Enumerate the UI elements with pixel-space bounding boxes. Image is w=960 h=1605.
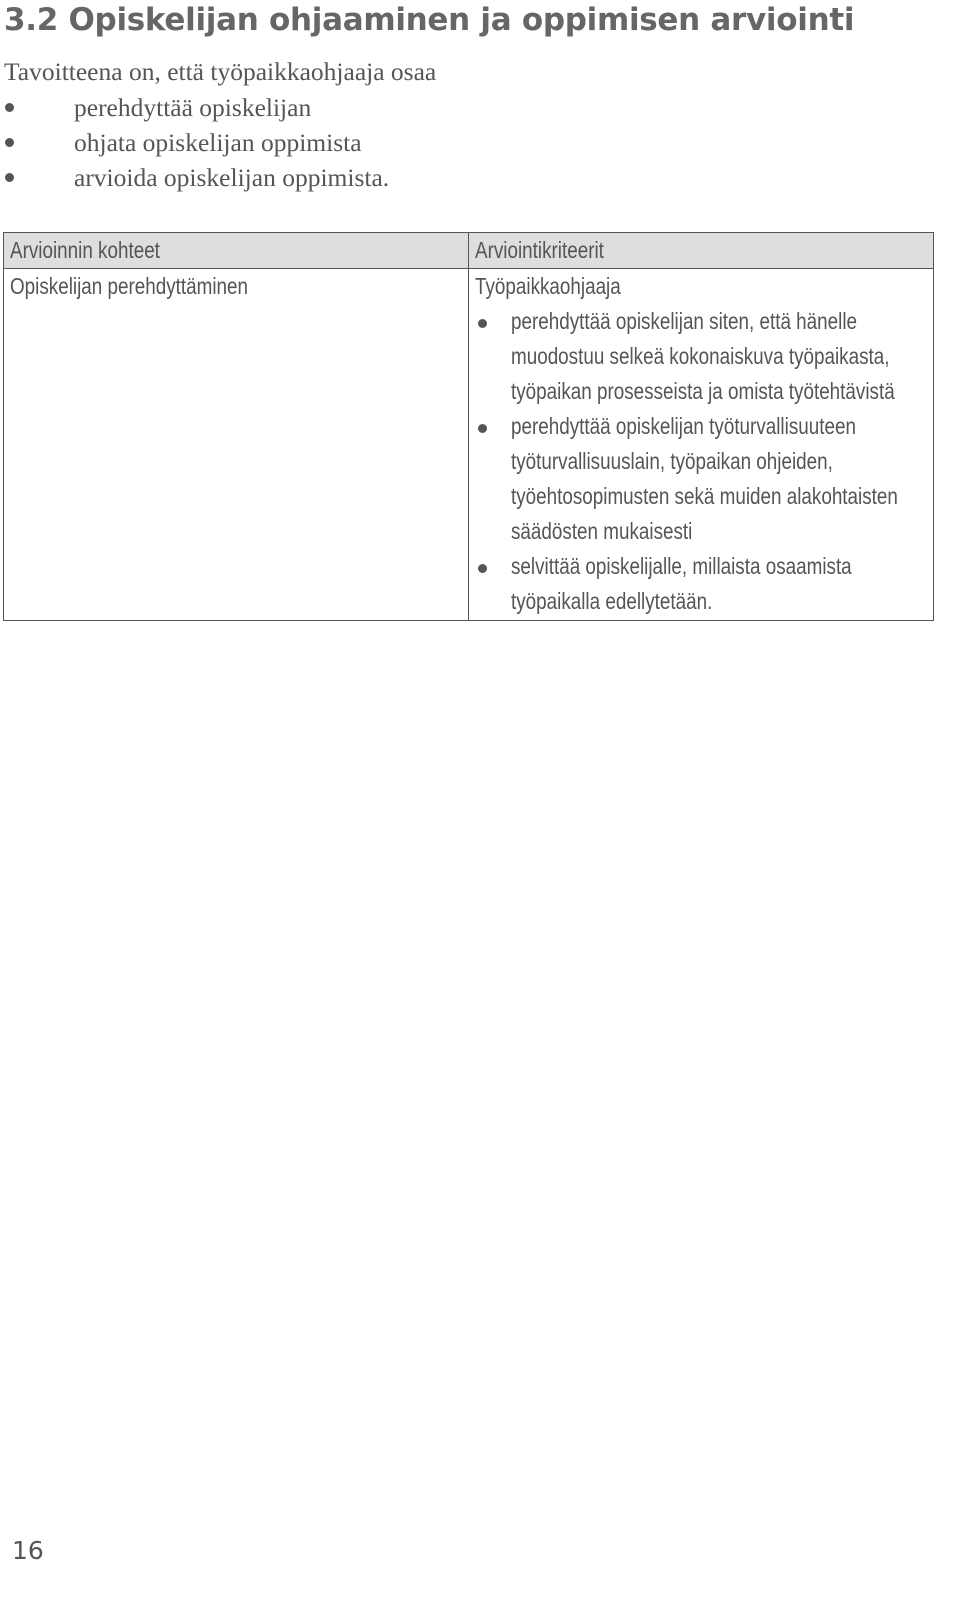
goal-list	[4, 90, 704, 195]
bullet-icon	[478, 424, 487, 433]
table-row	[4, 269, 934, 621]
criteria-line: säädösten mukaisesti	[511, 518, 693, 544]
intro-lead: Tavoitteena on, että työpaikkaohjaaja osaa	[4, 57, 437, 86]
criteria-cell	[469, 269, 934, 621]
criteria-line: työturvallisuuslain, työpaikan ohjeiden,	[511, 448, 833, 474]
criteria-line: työpaikalla edellytetään.	[511, 588, 713, 614]
criteria-item	[475, 409, 927, 549]
goal-item	[4, 125, 704, 160]
column-header-criteria	[469, 233, 934, 269]
criteria-item	[475, 549, 927, 619]
page-number: 16	[12, 1536, 44, 1565]
criteria-line: työpaikan prosesseista ja omista työtehtävistä	[511, 378, 895, 404]
bullet-icon	[478, 319, 487, 328]
goal-item	[4, 160, 704, 195]
section-heading: 3.2 Opiskelijan ohjaaminen ja oppimisen arviointi	[4, 2, 855, 38]
criteria-line: perehdyttää opiskelijan siten, että hänelle	[511, 308, 858, 334]
target-text: Opiskelijan perehdyttäminen	[10, 273, 248, 299]
target-cell	[4, 269, 469, 621]
criteria-line: perehdyttää opiskelijan työturvallisuuteen	[511, 413, 856, 439]
goal-text: perehdyttää opiskelijan	[74, 93, 312, 122]
criteria-item	[475, 304, 927, 409]
goal-text: ohjata opiskelijan oppimista	[74, 128, 362, 157]
criteria-line: selvittää opiskelijalle, millaista osaamista	[511, 553, 852, 579]
goal-item	[4, 90, 704, 125]
criteria-table	[3, 232, 934, 621]
bullet-icon	[478, 564, 487, 573]
criteria-subject: Työpaikkaohjaaja	[475, 273, 621, 299]
table-header-row	[4, 233, 934, 269]
column-header-criteria-label: Arviointikriteerit	[475, 237, 604, 263]
column-header-targets-label: Arvioinnin kohteet	[10, 237, 160, 263]
bullet-icon	[5, 138, 14, 147]
column-header-targets	[4, 233, 469, 269]
bullet-icon	[5, 173, 14, 182]
criteria-line: muodostuu selkeä kokonaiskuva työpaikasta,	[511, 343, 890, 369]
criteria-list	[475, 304, 927, 619]
goal-text: arvioida opiskelijan oppimista.	[74, 163, 390, 192]
intro-block	[4, 54, 704, 195]
criteria-line: työehtosopimusten sekä muiden alakohtaisten	[511, 483, 898, 509]
bullet-icon	[5, 103, 14, 112]
